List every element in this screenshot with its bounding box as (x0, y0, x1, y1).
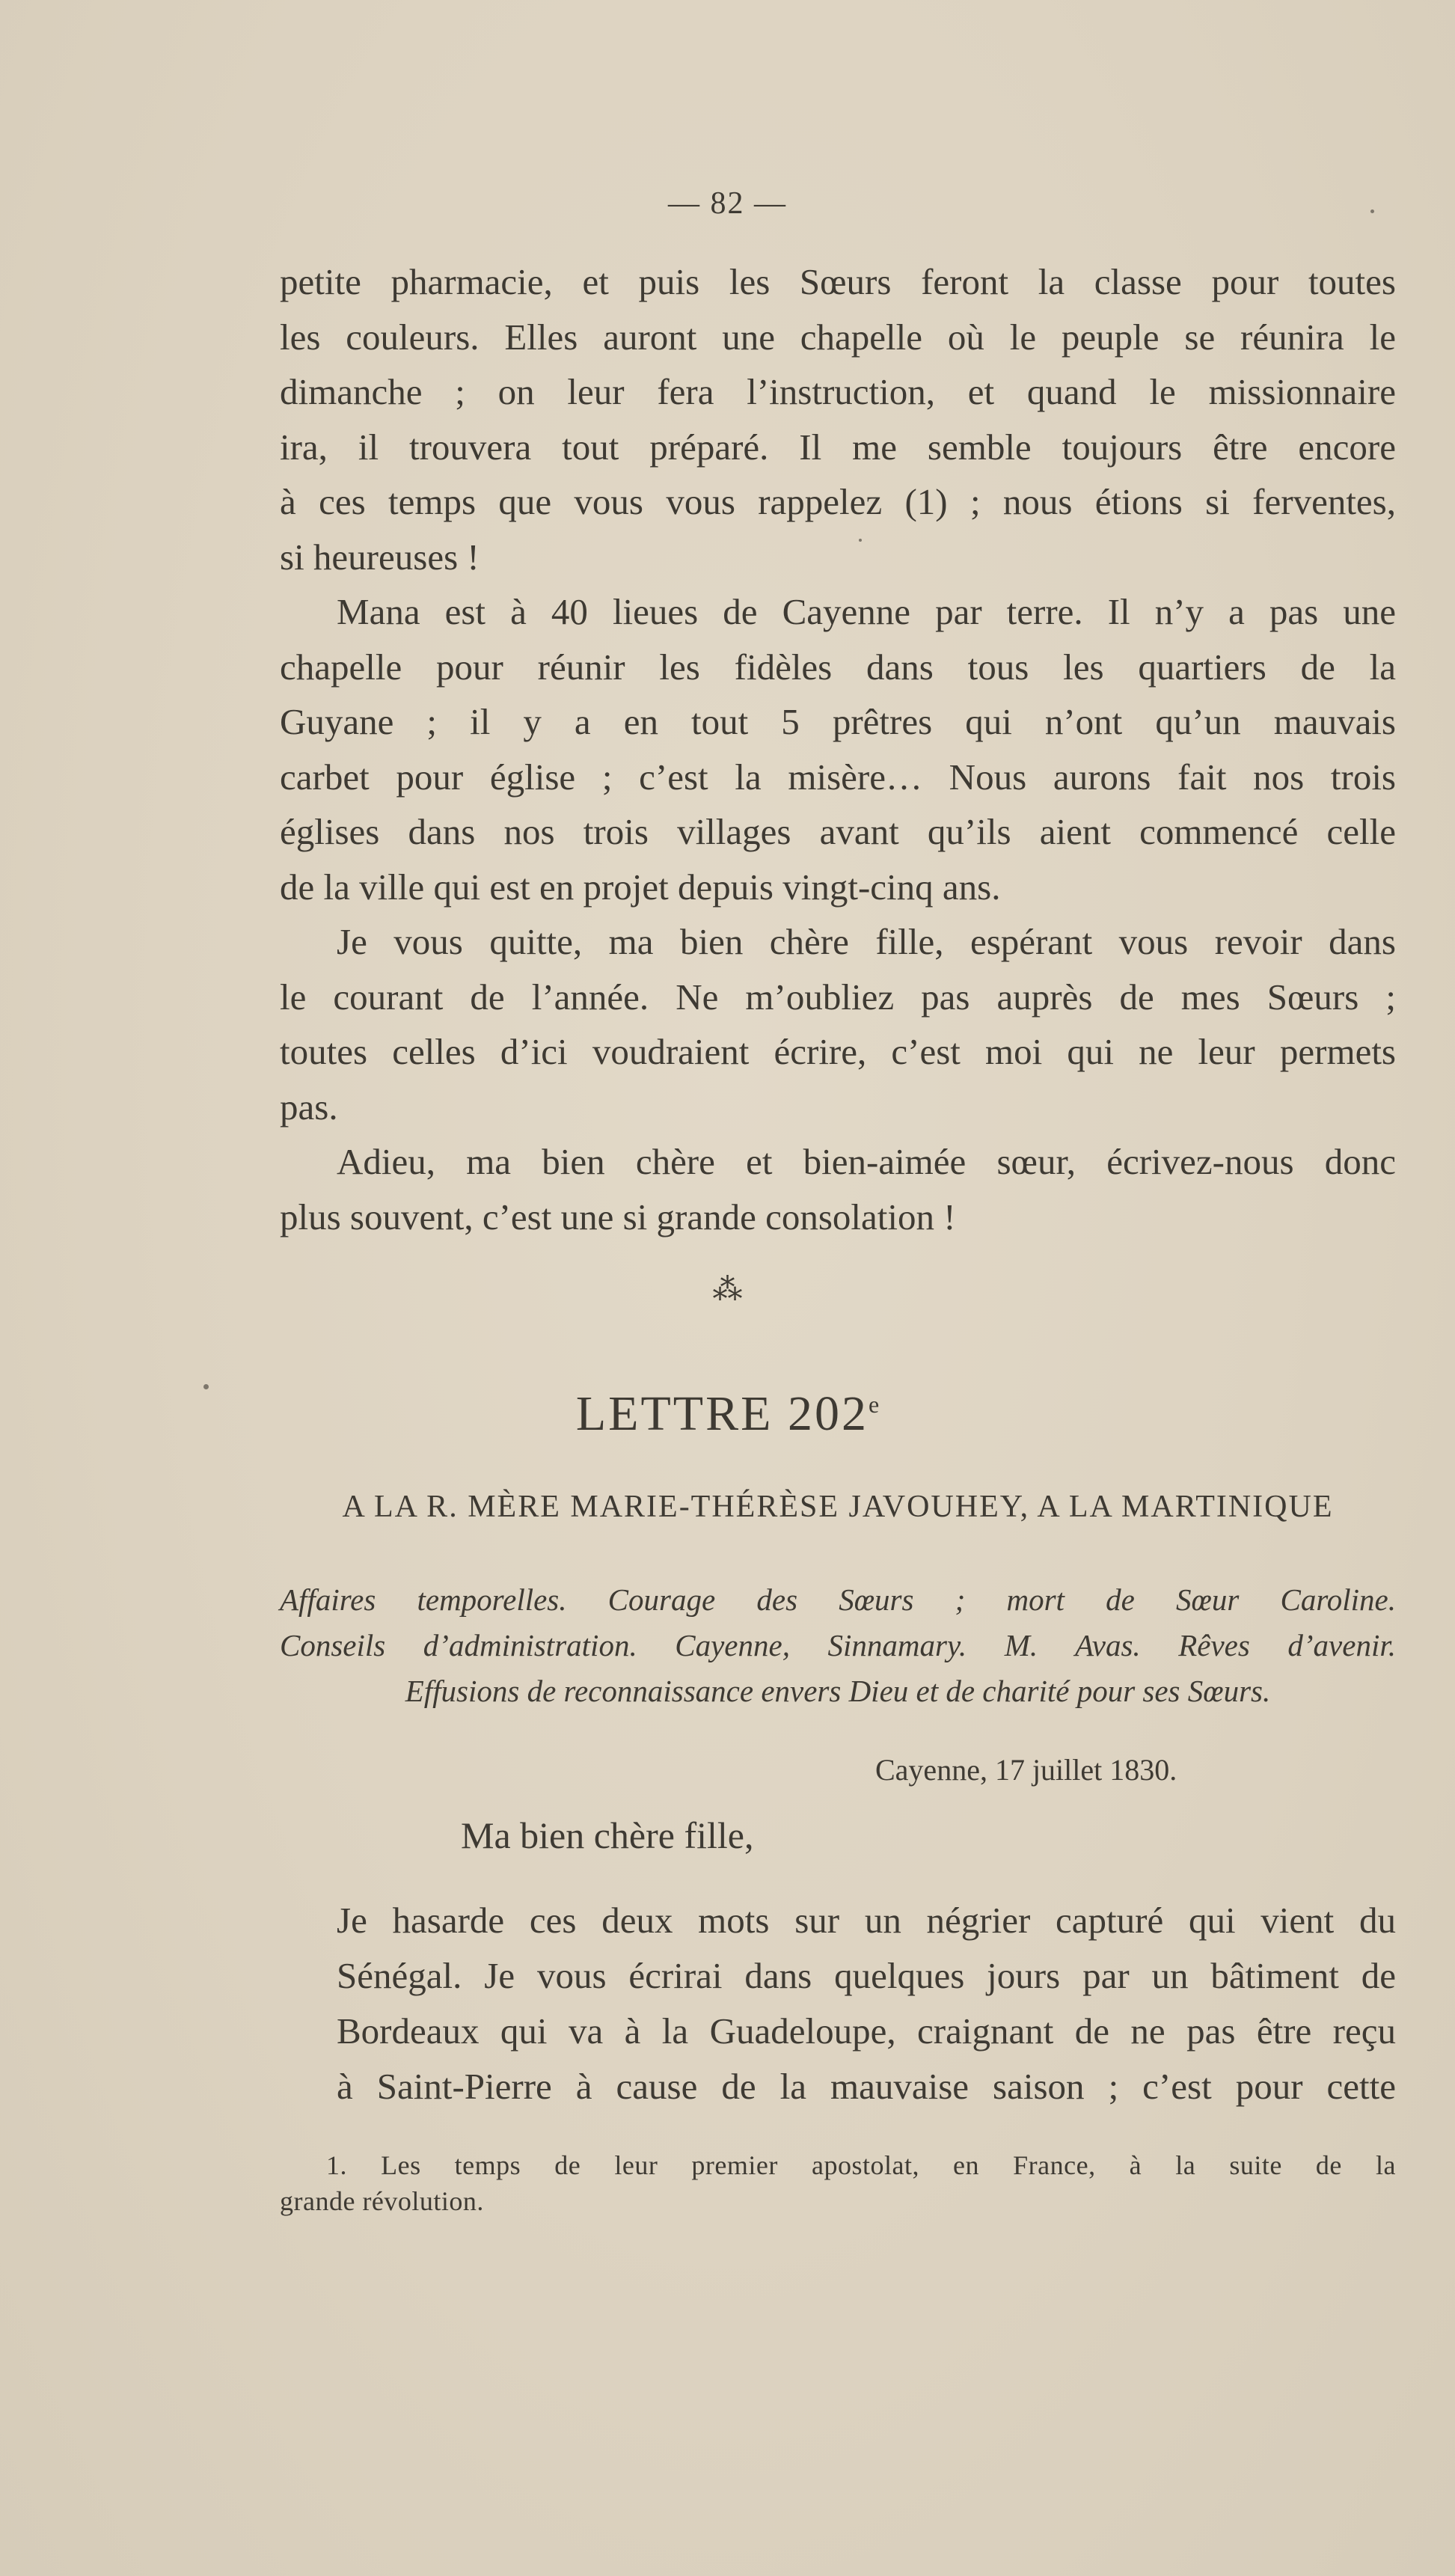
summary-line: Effusions de reconnaissance envers Dieu et de charité pour ses Sœurs. (405, 1674, 1271, 1708)
text-line: pas. (280, 1086, 338, 1128)
text-line: le courant de l’année. Ne m’oubliez pas auprès de mes Sœurs ; (280, 976, 1396, 1018)
letter-body (280, 1893, 1396, 2114)
text-line: Guyane ; il y a en tout 5 prêtres qui n’ont qu’un mauvais (280, 701, 1396, 742)
text-line: à ces temps que vous vous rappelez (1) ; nous étions si ferventes, (280, 481, 1396, 522)
text-line: dimanche ; on leur fera l’instruction, et quand le missionnaire (280, 371, 1396, 412)
page-number: — 82 — (668, 186, 787, 221)
letter-title (0, 1386, 1455, 1443)
paper-speck (203, 1384, 209, 1389)
letter-paragraph (280, 1893, 1396, 2114)
paragraph-4 (280, 1134, 1396, 1244)
footnote-line: grande révolution. (280, 2186, 484, 2216)
text-line: de la ville qui est en projet depuis vingt-cinq ans. (280, 866, 1001, 908)
paragraph-2 (280, 584, 1396, 914)
text-line: Je hasarde ces deux mots sur un négrier capturé qui vient du (337, 1900, 1396, 1941)
text-line: Je vous quitte, ma bien chère fille, espérant vous revoir dans (337, 921, 1396, 962)
footnote (280, 2147, 1396, 2219)
section-ornament: ⁂ (712, 1273, 743, 1306)
text-line: les couleurs. Elles auront une chapelle où le peuple se réunira le (280, 316, 1396, 358)
text-line: Sénégal. Je vous écrirai dans quelques jours par un bâtiment de (337, 1955, 1396, 1996)
text-line: Mana est à 40 lieues de Cayenne par terre. Il n’y a pas une (337, 591, 1396, 632)
text-line: Adieu, ma bien chère et bien-aimée sœur, écrivez-nous donc (337, 1141, 1396, 1182)
paragraph-3 (280, 914, 1396, 1134)
text-line: églises dans nos trois villages avant qu’ils aient commencé celle (280, 811, 1396, 852)
letter-summary (280, 1577, 1396, 1714)
text-line: ira, il trouvera tout préparé. Il me semble toujours être encore (280, 426, 1396, 468)
letter-title-text: LETTRE 202 (575, 1386, 869, 1441)
text-line: à Saint-Pierre à cause de la mauvaise saison ; c’est pour cette (337, 2066, 1396, 2107)
paper-speck (859, 539, 862, 542)
summary-line: Conseils d’administration. Cayenne, Sinnamary. M. Avas. Rêves d’avenir. (280, 1628, 1396, 1662)
text-line: petite pharmacie, et puis les Sœurs feront la classe pour toutes (280, 261, 1396, 302)
footnote-line: 1. Les temps de leur premier apostolat, en France, à la suite de la (326, 2150, 1396, 2180)
text-line: carbet pour église ; c’est la misère… Nous aurons fait nos trois (280, 756, 1396, 798)
text-line: si heureuses ! (280, 536, 480, 578)
text-line: toutes celles d’ici voudraient écrire, c’est moi qui ne leur permets (280, 1031, 1396, 1072)
letter-dateline: Cayenne, 17 juillet 1830. (875, 1753, 1177, 1787)
text-line: Bordeaux qui va à la Guadeloupe, craignant de ne pas être reçu (337, 2010, 1396, 2052)
paper-speck (1370, 209, 1374, 213)
paragraph-1 (280, 254, 1396, 584)
text-line: plus souvent, c’est une si grande consolation ! (280, 1196, 956, 1237)
letter-title-superscript: e (868, 1391, 880, 1418)
summary-line: Affaires temporelles. Courage des Sœurs ; mort de Sœur Caroline. (280, 1582, 1396, 1617)
text-line: chapelle pour réunir les fidèles dans tous les quartiers de la (280, 646, 1396, 688)
letter-recipient: A LA R. MÈRE MARIE-THÉRÈSE JAVOUHEY, A LA MARTINIQUE (342, 1490, 1334, 1524)
letter-salutation: Ma bien chère fille, (461, 1814, 754, 1856)
continued-letter-text (280, 254, 1396, 1244)
